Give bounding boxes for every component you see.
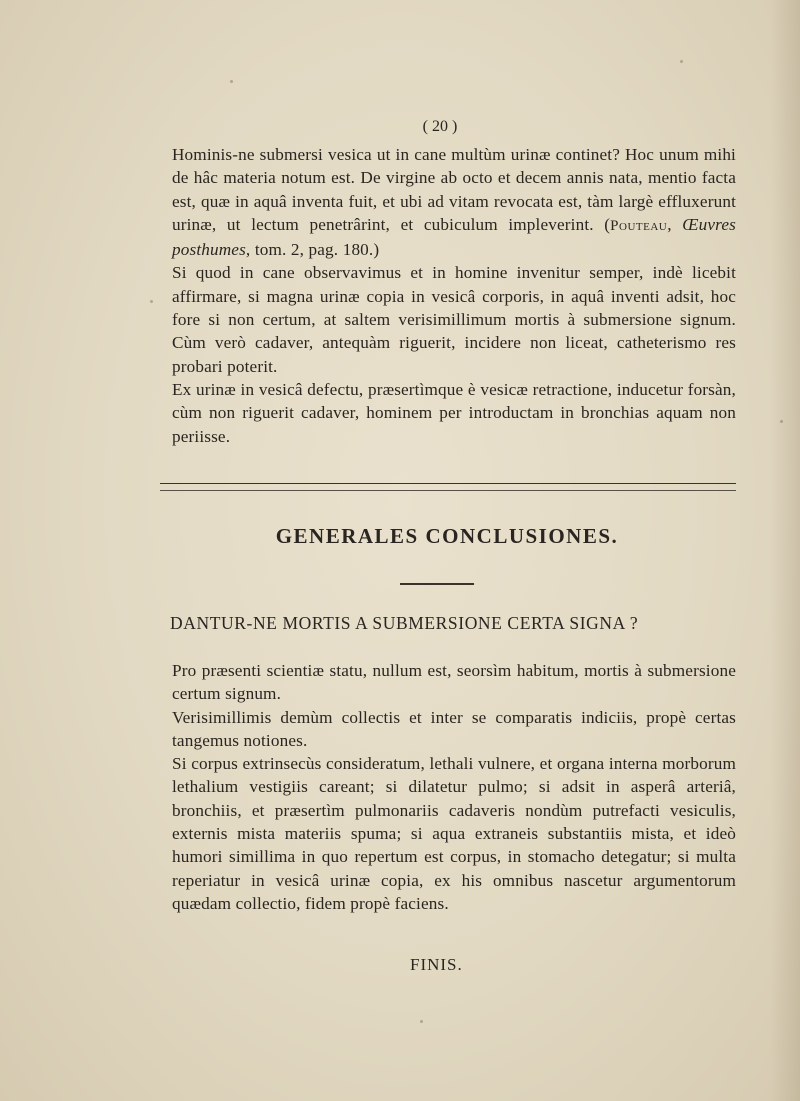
paper-speck	[230, 80, 233, 83]
paragraph-pro-praesenti: Pro præsenti scientiæ statu, nullum est, seorsìm habitum, mortis à submersione certum signum.	[172, 661, 736, 704]
paragraph-si-quod	[172, 261, 736, 377]
conclusions-text-block	[172, 659, 736, 915]
citation-pages: , tom. 2, pag. 180.)	[245, 240, 380, 260]
page-edge-shadow	[770, 0, 800, 1101]
paper-speck	[150, 300, 153, 303]
upper-text-block	[172, 143, 736, 448]
finis-label: FINIS.	[410, 955, 463, 974]
paper-speck	[680, 60, 683, 63]
double-rule-divider	[160, 483, 736, 491]
paragraph-hominis-text: Hominis-ne submersi vesica ut in cane multùm urinæ continet? Hoc unum mihi de hâc materia notum est. De virgine ab octo et decem annis nata, mentio facta est, quæ in aquâ inventa fuit, et ubi ad vitam revocata est, tàm largè effluxerunt urinæ, ut lectum penetrârint, et cubiculum impleverint. (	[172, 145, 736, 234]
paper-speck	[780, 420, 783, 423]
paragraph-si-corpus: Si corpus extrinsecùs consideratum, lethali vulnere, et organa interna morborum lethalium vestigiis careant; si dilatetur pulmo; si adsit in asperâ arteriâ, bronchiis, et præsertìm pulmonariis cadaveris nondùm putrefacti vesiculis, externis mista materiis spuma; si aqua extraneis substantiis mista, et ideò humori simillima in quo repertum est corpus, in stomacho detegatur; si multa reperiatur in vesicâ urinæ copia, ex his omnibus nascetur argumentorum quædam collectio, fidem propè faciens.	[172, 754, 736, 913]
page-number: ( 20 )	[422, 118, 458, 135]
paragraph-hominis	[172, 143, 736, 261]
citation-author: Pouteau	[610, 217, 668, 234]
citation-comma: ,	[667, 214, 683, 234]
paragraph-si-quod-text: Si quod in cane observavimus et in homine invenitur semper, indè licebit affirmare, si magna urinæ copia in vesicâ corporis, in aquâ inventi adsit, hoc fore si non certum, at saltem verisimillimum mortis à submersione signum. Cùm verò cadaver, antequàm riguerit, incidere non liceat, catheterismo res probari poterit.	[172, 263, 736, 376]
question-heading: DANTUR-NE MORTIS A SUBMERSIONE CERTA SIGNA ?	[170, 613, 639, 633]
short-rule-divider	[400, 583, 474, 585]
paragraph-ex-urinae: Ex urinæ in vesicâ defectu, præsertìmque è vesicæ retractione, inducetur forsàn, cùm non riguerit cadaver, hominem per introductam in bronchias aquam non periisse.	[172, 379, 736, 446]
paragraph-verisimillimis: Verisimillimis demùm collectis et inter se comparatis indiciis, propè certas tangemus notiones.	[172, 707, 736, 750]
citation-work: Œuvres posthumes	[172, 214, 736, 260]
paper-speck	[420, 1020, 423, 1023]
section-title: GENERALES CONCLUSIONES.	[275, 524, 619, 548]
